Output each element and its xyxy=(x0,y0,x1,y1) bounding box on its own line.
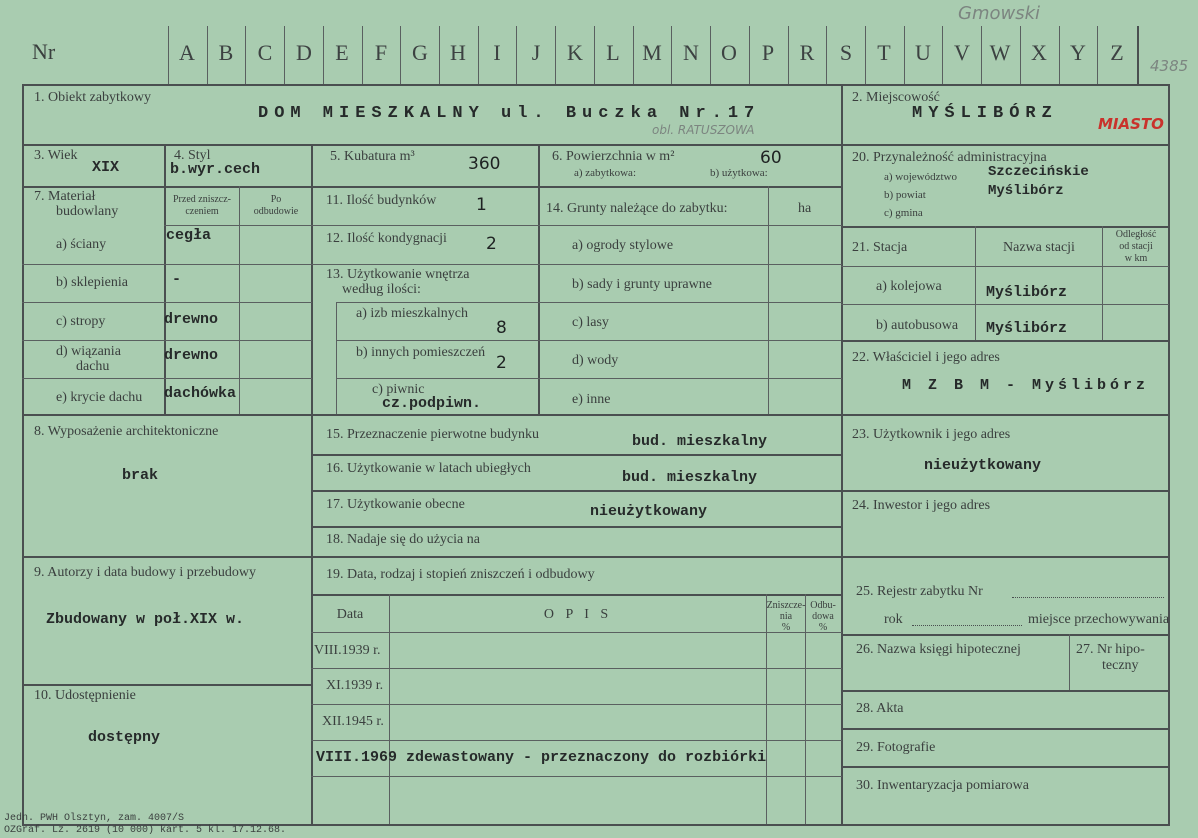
field-8-label: 8. Wyposażenie architektoniczne xyxy=(34,424,219,439)
field-7-col-after-l1: Po xyxy=(270,194,282,205)
field-20-c-label: c) gmina xyxy=(884,207,923,219)
field-18-label: 18. Nadaje się do użycia na xyxy=(326,532,480,547)
field-14-label: 14. Grunty należące do zabytku: xyxy=(546,201,728,216)
field-20-b-value: Myślibórz xyxy=(988,183,1064,199)
field-7d-label-l1: d) wiązania xyxy=(56,344,121,359)
index-letter-b: B xyxy=(218,40,234,65)
field-12-value: 2 xyxy=(486,234,497,254)
field-7c-value: drewno xyxy=(164,311,219,328)
field-17-value: nieużytkowany xyxy=(590,503,708,520)
field-13-label-l2: według ilości: xyxy=(342,282,421,297)
index-letter-y: Y xyxy=(1070,40,1086,65)
field-2-label: 2. Miejscowość xyxy=(852,90,940,105)
field-16-label: 16. Użytkowanie w latach ubiegłych xyxy=(326,461,531,476)
field-12-label: 12. Ilość kondygnacji xyxy=(326,231,447,246)
field-28-label: 28. Akta xyxy=(856,701,904,716)
index-letter-u: U xyxy=(915,40,931,65)
field-19-col-desc: O P I S xyxy=(543,607,613,622)
pencil-note-top: Gmowski xyxy=(958,3,1041,24)
index-letter-v: V xyxy=(954,40,970,65)
index-letter-f: F xyxy=(374,40,388,65)
field-19-row-1-date: VIII.1939 r. xyxy=(314,643,381,658)
index-letter-c: C xyxy=(257,40,273,65)
field-11-label: 11. Ilość budynków xyxy=(326,193,437,208)
index-letter-j: J xyxy=(531,40,541,65)
field-21-col-name: Nazwa stacji xyxy=(1003,240,1075,255)
index-letter-l: L xyxy=(606,40,620,65)
field-10-value: dostępny xyxy=(88,729,161,746)
field-19-col-destr-l1: Zniszcze- xyxy=(766,600,806,611)
field-27-label-l2: teczny xyxy=(1102,658,1139,673)
field-7e-value: dachówka xyxy=(164,385,237,402)
field-25-rok: rok xyxy=(884,612,903,627)
field-4-value: b.wyr.cech xyxy=(170,161,261,178)
field-27-label-l1: 27. Nr hipo- xyxy=(1076,642,1145,657)
index-letter-z: Z xyxy=(1110,40,1124,65)
field-6-label: 6. Powierzchnia w m² xyxy=(552,149,675,164)
pencil-number: 4385 xyxy=(1150,57,1189,75)
field-8-value: brak xyxy=(122,467,159,484)
index-letter-p: P xyxy=(761,40,775,65)
field-15-value: bud. mieszkalny xyxy=(632,433,768,450)
field-7c-label: c) stropy xyxy=(56,314,106,329)
field-1-value: DOM MIESZKALNY ul. Buczka Nr.17 xyxy=(258,104,761,123)
index-letter-k: K xyxy=(567,40,583,65)
field-25-place: miejsce przechowywania xyxy=(1028,612,1170,627)
field-17-label: 17. Użytkowanie obecne xyxy=(326,497,465,512)
field-19-col-rebuild-l2: dowa xyxy=(812,611,834,622)
field-26-label: 26. Nazwa księgi hipotecznej xyxy=(856,642,1021,657)
index-letter-m: M xyxy=(642,40,662,65)
field-6-a-label: a) zabytkowa: xyxy=(574,167,636,179)
field-13b-label: b) innych pomieszczeń xyxy=(356,345,486,360)
field-19-col-destr-l3: % xyxy=(781,622,791,633)
field-14a-label: a) ogrody stylowe xyxy=(572,238,674,253)
field-21-col-dist-l1: Odległość xyxy=(1115,229,1157,240)
field-13a-label: a) izb mieszkalnych xyxy=(356,306,468,321)
field-22-value: M Z B M - Myślibórz xyxy=(902,377,1150,394)
index-letter-s: S xyxy=(839,40,853,65)
field-9-value: Zbudowany w poł.XIX w. xyxy=(46,611,245,628)
field-2-value: MYŚLIBÓRZ xyxy=(912,104,1058,123)
field-16-value: bud. mieszkalny xyxy=(622,469,758,486)
index-letter-i: I xyxy=(493,40,501,65)
field-6-b-label: b) użytkowa: xyxy=(710,167,768,179)
index-letter-r: R xyxy=(799,40,815,65)
field-2-red-note: MIASTO xyxy=(1098,115,1164,133)
field-6-value: 60 xyxy=(760,148,782,168)
field-30-label: 30. Inwentaryzacja pomiarowa xyxy=(856,778,1029,793)
field-7-col-before-l2: czeniem xyxy=(185,206,219,217)
index-letter-e: E xyxy=(335,40,349,65)
field-19-col-date: Data xyxy=(336,607,364,622)
field-9-label: 9. Autorzy i data budowy i przebudowy xyxy=(34,565,257,580)
index-letter-a: A xyxy=(179,40,195,65)
field-13c-value: cz.podpiwn. xyxy=(382,395,482,412)
field-19-row-3-date: XII.1945 r. xyxy=(322,714,384,729)
field-7-label-line2: budowlany xyxy=(56,204,119,219)
index-letter-d: D xyxy=(296,40,312,65)
field-3-label: 3. Wiek xyxy=(34,148,78,163)
field-21-col-dist-l3: w km xyxy=(1124,253,1148,264)
field-7e-label: e) krycie dachu xyxy=(56,390,143,405)
field-7d-label-l2: dachu xyxy=(76,359,110,374)
field-19-row-2-date: XI.1939 r. xyxy=(326,678,384,693)
field-21-col-dist-l2: od stacji xyxy=(1119,241,1153,252)
field-7a-label: a) ściany xyxy=(56,237,107,252)
footer-line-2: OZGraf. Lz. 2619 (10 000) kart. 5 kl. 17.12.68. xyxy=(4,825,287,836)
field-19-col-rebuild-l1: Odbu- xyxy=(810,600,836,611)
field-10-label: 10. Udostępnienie xyxy=(34,688,136,703)
field-19-label: 19. Data, rodzaj i stopień zniszczeń i odbudowy xyxy=(326,567,595,582)
field-13c-label: c) piwnic xyxy=(372,382,425,397)
field-7-label-line1: 7. Materiał xyxy=(34,189,96,204)
field-4-label: 4. Styl xyxy=(174,148,211,163)
index-letter-o: O xyxy=(721,40,737,65)
field-1-label: 1. Obiekt zabytkowy xyxy=(34,90,152,105)
field-14-unit: ha xyxy=(798,201,812,216)
index-letter-h: H xyxy=(450,40,466,65)
field-23-value: nieużytkowany xyxy=(924,457,1042,474)
field-19-col-destr-l2: nia xyxy=(779,611,793,622)
field-14d-label: d) wody xyxy=(572,353,619,368)
index-letter-n: N xyxy=(683,40,699,65)
index-letter-g: G xyxy=(412,40,428,65)
field-20-b-label: b) powiat xyxy=(884,189,926,201)
index-letter-t: T xyxy=(877,40,891,65)
field-7b-value: - xyxy=(172,271,182,288)
field-14c-label: c) lasy xyxy=(572,315,609,330)
index-letter-x: X xyxy=(1031,40,1047,65)
field-7b-label: b) sklepienia xyxy=(56,275,128,290)
nr-label: Nr xyxy=(32,39,56,64)
field-13b-value: 2 xyxy=(496,353,507,373)
field-1-pencil-note: obl. RATUSZOWA xyxy=(652,123,755,137)
field-19-entry: VIII.1969 zdewastowany - przeznaczony do rozbiórki xyxy=(316,749,767,766)
footer-line-1: Jedn. PWH Olsztyn, zam. 4007/S xyxy=(4,813,185,824)
field-21a-value: Myślibórz xyxy=(986,284,1068,301)
field-15-label: 15. Przeznaczenie pierwotne budynku xyxy=(326,427,540,442)
field-25-label: 25. Rejestr zabytku Nr xyxy=(856,584,983,599)
field-20-label: 20. Przynależność administracyjna xyxy=(852,150,1047,165)
field-11-value: 1 xyxy=(476,195,487,215)
field-20-a-label: a) województwo xyxy=(884,171,958,183)
field-5-value: 360 xyxy=(468,154,501,174)
field-7d-value: drewno xyxy=(164,347,219,364)
field-21-label: 21. Stacja xyxy=(852,240,908,255)
field-13a-value: 8 xyxy=(496,318,507,338)
field-22-label: 22. Właściciel i jego adres xyxy=(852,350,1000,365)
field-21a-label: a) kolejowa xyxy=(876,279,942,294)
field-23-label: 23. Użytkownik i jego adres xyxy=(852,427,1011,442)
field-20-a-value: Szczecińskie xyxy=(988,164,1089,180)
index-letter-w: W xyxy=(989,40,1011,65)
field-13-label-l1: 13. Użytkowanie wnętrza xyxy=(326,267,470,282)
field-7a-value: cegła xyxy=(166,227,212,244)
field-3-value: XIX xyxy=(92,159,120,176)
field-24-label: 24. Inwestor i jego adres xyxy=(852,498,991,513)
field-21b-value: Myślibórz xyxy=(986,320,1068,337)
field-7-col-before-l1: Przed zniszcz- xyxy=(172,194,232,205)
field-29-label: 29. Fotografie xyxy=(856,740,936,755)
field-19-col-rebuild-l3: % xyxy=(818,622,828,633)
field-5-label: 5. Kubatura m³ xyxy=(330,149,415,164)
field-7-col-after-l2: odbudowie xyxy=(253,206,299,217)
field-14b-label: b) sady i grunty uprawne xyxy=(572,277,712,292)
field-14e-label: e) inne xyxy=(572,392,611,407)
field-21b-label: b) autobusowa xyxy=(876,318,959,333)
